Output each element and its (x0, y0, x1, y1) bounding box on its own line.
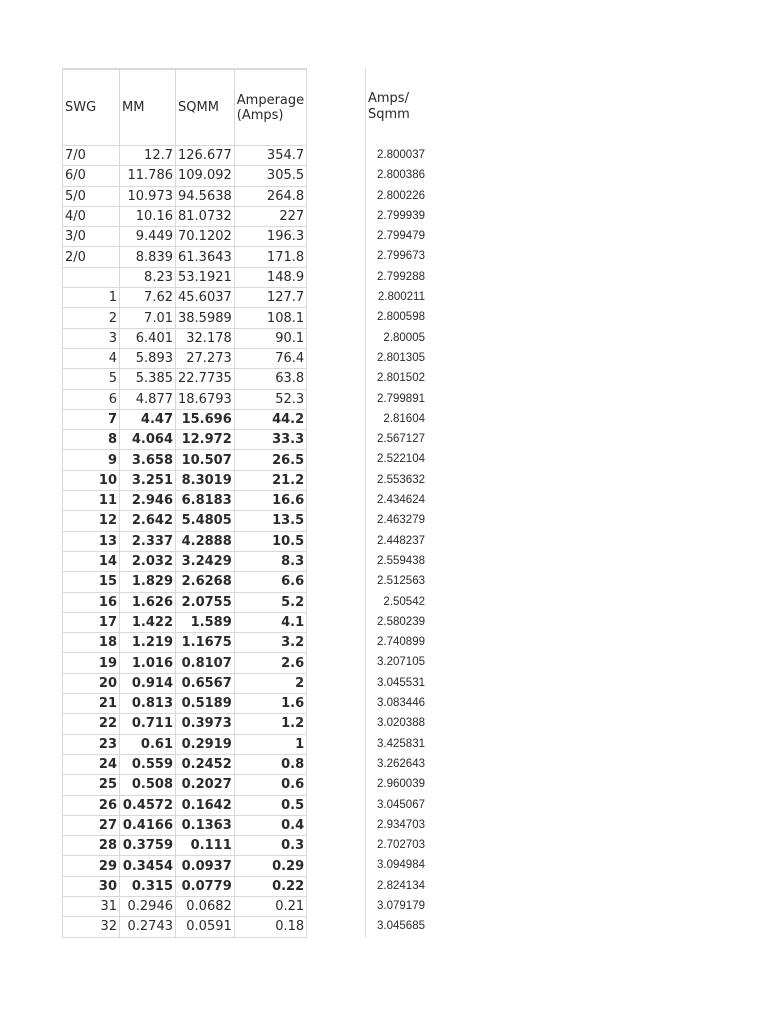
cell-mm[interactable]: 5.893 (120, 348, 176, 368)
cell-mm[interactable]: 7.62 (120, 288, 176, 308)
cell-amps-per-sqmm[interactable]: 2.801305 (377, 351, 425, 364)
cell-amps-per-sqmm[interactable]: 3.020388 (377, 717, 425, 730)
cell-amps-per-sqmm[interactable]: 2.580239 (377, 615, 425, 628)
cell-sqmm[interactable]: 10.507 (176, 450, 235, 470)
table-row (63, 430, 307, 450)
cell-sqmm[interactable]: 0.111 (176, 836, 235, 856)
cell-mm[interactable]: 0.315 (120, 876, 176, 896)
table-row (63, 348, 307, 368)
table-row (63, 166, 307, 186)
cell-sqmm[interactable]: 5.4805 (176, 511, 235, 531)
cell-swg[interactable]: 24 (63, 754, 120, 774)
cell-swg[interactable]: 22 (63, 714, 120, 734)
header-swg[interactable]: SWG (63, 69, 120, 146)
cell-mm[interactable]: 0.3759 (120, 836, 176, 856)
cell-sqmm[interactable]: 45.6037 (176, 288, 235, 308)
header-amps-per-sqmm[interactable]: Amps/ Sqmm (368, 90, 410, 122)
cell-amps-per-sqmm[interactable]: 2.448237 (377, 534, 425, 547)
cell-amps-per-sqmm[interactable]: 2.799288 (377, 270, 425, 283)
cell-swg[interactable]: 20 (63, 673, 120, 693)
table-row (63, 653, 307, 673)
cell-swg[interactable]: 13 (63, 531, 120, 551)
cell-amps-per-sqmm[interactable]: 2.960039 (377, 778, 425, 791)
cell-amps-per-sqmm[interactable]: 3.094984 (377, 859, 425, 872)
cell-mm[interactable]: 0.3454 (120, 856, 176, 876)
cell-mm[interactable]: 8.23 (120, 267, 176, 287)
cell-amps-per-sqmm[interactable]: 2.434624 (377, 494, 425, 507)
cell-amps-per-sqmm[interactable]: 2.801502 (377, 372, 425, 385)
cell-amperage[interactable]: 127.7 (234, 288, 306, 308)
cell-mm[interactable]: 1.829 (120, 572, 176, 592)
cell-amperage[interactable]: 0.3 (234, 836, 306, 856)
cell-amperage[interactable]: 148.9 (234, 267, 306, 287)
cell-amperage[interactable]: 13.5 (234, 511, 306, 531)
cell-swg[interactable]: 8 (63, 430, 120, 450)
cell-mm[interactable]: 1.016 (120, 653, 176, 673)
table-row (63, 308, 307, 328)
cell-sqmm[interactable]: 0.1363 (176, 815, 235, 835)
table-row (63, 328, 307, 348)
cell-amperage[interactable]: 4.1 (234, 612, 306, 632)
cell-amps-per-sqmm[interactable]: 2.799891 (377, 392, 425, 405)
cell-mm[interactable]: 10.973 (120, 186, 176, 206)
cell-amperage[interactable]: 0.8 (234, 754, 306, 774)
cell-swg[interactable]: 32 (63, 917, 120, 937)
table-row (63, 775, 307, 795)
cell-amperage[interactable]: 2.6 (234, 653, 306, 673)
table-row (63, 267, 307, 287)
header-mm[interactable]: MM (120, 69, 176, 146)
cell-swg[interactable]: 26 (63, 795, 120, 815)
cell-amperage[interactable]: 0.21 (234, 896, 306, 916)
table-row (63, 247, 307, 267)
cell-mm[interactable]: 2.032 (120, 551, 176, 571)
cell-amps-per-sqmm[interactable]: 2.80005 (383, 331, 425, 344)
cell-amps-per-sqmm[interactable]: 2.799479 (377, 230, 425, 243)
cell-mm[interactable]: 0.2743 (120, 917, 176, 937)
cell-amperage[interactable]: 2 (234, 673, 306, 693)
table-row (63, 592, 307, 612)
cell-amps-per-sqmm[interactable]: 2.800037 (377, 149, 425, 161)
cell-mm[interactable]: 4.064 (120, 430, 176, 450)
cell-amperage[interactable]: 76.4 (234, 348, 306, 368)
cell-sqmm[interactable]: 27.273 (176, 348, 235, 368)
cell-mm[interactable]: 10.16 (120, 206, 176, 226)
cell-amps-per-sqmm[interactable]: 2.81604 (383, 412, 425, 425)
cell-mm[interactable]: 1.219 (120, 633, 176, 653)
cell-amps-per-sqmm[interactable]: 2.512563 (377, 575, 425, 588)
cell-mm[interactable]: 0.4572 (120, 795, 176, 815)
cell-mm[interactable]: 9.449 (120, 227, 176, 247)
cell-swg[interactable]: 1 (63, 288, 120, 308)
cell-amps-per-sqmm[interactable]: 3.045685 (377, 920, 425, 933)
cell-mm[interactable]: 11.786 (120, 166, 176, 186)
cell-swg[interactable]: 2/0 (63, 247, 120, 267)
cell-mm[interactable]: 0.559 (120, 754, 176, 774)
cell-amps-per-sqmm[interactable]: 2.463279 (377, 514, 425, 527)
cell-sqmm[interactable]: 0.6567 (176, 673, 235, 693)
cell-amperage[interactable]: 1 (234, 734, 306, 754)
cell-amperage[interactable]: 108.1 (234, 308, 306, 328)
cell-amperage[interactable]: 63.8 (234, 369, 306, 389)
cell-mm[interactable]: 3.658 (120, 450, 176, 470)
cell-mm[interactable]: 6.401 (120, 328, 176, 348)
cell-swg[interactable]: 4 (63, 348, 120, 368)
cell-amps-per-sqmm[interactable]: 2.740899 (377, 636, 425, 649)
cell-mm[interactable]: 12.7 (120, 146, 176, 166)
cell-amps-per-sqmm[interactable]: 2.934703 (377, 818, 425, 831)
cell-amps-per-sqmm[interactable]: 2.800226 (377, 189, 425, 202)
cell-amperage[interactable]: 90.1 (234, 328, 306, 348)
header-row (63, 69, 307, 146)
cell-sqmm[interactable]: 1.1675 (176, 633, 235, 653)
cell-sqmm[interactable]: 0.3973 (176, 714, 235, 734)
cell-amps-per-sqmm[interactable]: 2.824134 (377, 879, 425, 892)
table-body (63, 146, 307, 938)
cell-amperage[interactable]: 0.22 (234, 876, 306, 896)
table-row (63, 551, 307, 571)
cell-amps-per-sqmm[interactable]: 2.522104 (377, 453, 425, 466)
cell-amps-per-sqmm[interactable]: 2.567127 (377, 433, 425, 446)
cell-mm[interactable]: 1.626 (120, 592, 176, 612)
cell-amperage[interactable]: 8.3 (234, 551, 306, 571)
cell-sqmm[interactable]: 109.092 (176, 166, 235, 186)
table-row (63, 633, 307, 653)
cell-sqmm[interactable]: 0.0591 (176, 917, 235, 937)
cell-swg[interactable]: 30 (63, 876, 120, 896)
cell-amperage[interactable]: 354.7 (234, 146, 306, 166)
cell-amperage[interactable]: 0.4 (234, 815, 306, 835)
cell-amps-per-sqmm[interactable]: 3.207105 (377, 656, 425, 669)
cell-sqmm[interactable]: 12.972 (176, 430, 235, 450)
cell-amps-per-sqmm[interactable]: 3.262643 (377, 757, 425, 770)
cell-sqmm[interactable]: 0.2027 (176, 775, 235, 795)
cell-mm[interactable]: 0.61 (120, 734, 176, 754)
header-amperage[interactable]: Amperage (Amps) (234, 69, 306, 146)
cell-mm[interactable]: 0.914 (120, 673, 176, 693)
cell-mm[interactable]: 2.337 (120, 531, 176, 551)
cell-swg[interactable]: 27 (63, 815, 120, 835)
cell-amperage[interactable]: 0.29 (234, 856, 306, 876)
cell-swg[interactable]: 23 (63, 734, 120, 754)
cell-amps-per-sqmm[interactable]: 2.800598 (377, 311, 425, 324)
cell-amperage[interactable]: 0.6 (234, 775, 306, 795)
cell-swg[interactable]: 31 (63, 896, 120, 916)
table-row (63, 612, 307, 632)
cell-amperage[interactable]: 171.8 (234, 247, 306, 267)
cell-swg[interactable]: 25 (63, 775, 120, 795)
cell-mm[interactable]: 0.813 (120, 694, 176, 714)
cell-swg[interactable]: 17 (63, 612, 120, 632)
cell-sqmm[interactable]: 32.178 (176, 328, 235, 348)
cell-sqmm[interactable]: 81.0732 (176, 206, 235, 226)
table-row (63, 795, 307, 815)
cell-sqmm[interactable]: 18.6793 (176, 389, 235, 409)
cell-amps-per-sqmm[interactable]: 2.800386 (377, 169, 425, 182)
cell-swg[interactable]: 5 (63, 369, 120, 389)
cell-sqmm[interactable]: 2.0755 (176, 592, 235, 612)
table-row (63, 694, 307, 714)
cell-sqmm[interactable]: 1.589 (176, 612, 235, 632)
table-row (63, 734, 307, 754)
cell-sqmm[interactable]: 3.2429 (176, 551, 235, 571)
cell-sqmm[interactable]: 0.2919 (176, 734, 235, 754)
cell-amps-per-sqmm[interactable]: 2.799939 (377, 209, 425, 222)
cell-amperage[interactable]: 10.5 (234, 531, 306, 551)
cell-amps-per-sqmm[interactable]: 3.079179 (377, 899, 425, 912)
cell-amperage[interactable]: 305.5 (234, 166, 306, 186)
table-row (63, 572, 307, 592)
cell-swg[interactable]: 10 (63, 470, 120, 490)
table-row (63, 470, 307, 490)
cell-amps-per-sqmm[interactable]: 3.045531 (377, 676, 425, 689)
cell-mm[interactable]: 0.508 (120, 775, 176, 795)
cell-sqmm[interactable]: 0.0682 (176, 896, 235, 916)
cell-amperage[interactable]: 264.8 (234, 186, 306, 206)
cell-swg[interactable]: 11 (63, 491, 120, 511)
cell-amperage[interactable]: 21.2 (234, 470, 306, 490)
table-row (63, 369, 307, 389)
cell-swg[interactable] (63, 267, 120, 287)
cell-swg[interactable]: 3 (63, 328, 120, 348)
cell-sqmm[interactable]: 0.0937 (176, 856, 235, 876)
table-row (63, 714, 307, 734)
cell-sqmm[interactable]: 38.5989 (176, 308, 235, 328)
table-row (63, 450, 307, 470)
cell-sqmm[interactable]: 0.2452 (176, 754, 235, 774)
table-row (63, 896, 307, 916)
table-row (63, 531, 307, 551)
cell-amps-per-sqmm[interactable]: 2.553632 (377, 473, 425, 486)
cell-amperage[interactable]: 1.2 (234, 714, 306, 734)
cell-mm[interactable]: 2.642 (120, 511, 176, 531)
cell-swg[interactable]: 12 (63, 511, 120, 531)
cell-mm[interactable]: 0.2946 (120, 896, 176, 916)
cell-amps-per-sqmm[interactable]: 2.800211 (377, 291, 425, 304)
cell-sqmm[interactable]: 6.8183 (176, 491, 235, 511)
cell-swg[interactable]: 28 (63, 836, 120, 856)
cell-amps-per-sqmm[interactable]: 2.702703 (377, 839, 425, 852)
cell-swg[interactable]: 3/0 (63, 227, 120, 247)
cell-mm[interactable]: 8.839 (120, 247, 176, 267)
cell-swg[interactable]: 7/0 (63, 146, 120, 166)
cell-amps-per-sqmm[interactable]: 3.425831 (377, 737, 425, 750)
table-row (63, 917, 307, 937)
cell-swg[interactable]: 7 (63, 409, 120, 429)
cell-amperage[interactable]: 16.6 (234, 491, 306, 511)
cell-swg[interactable]: 29 (63, 856, 120, 876)
cell-mm[interactable]: 2.946 (120, 491, 176, 511)
cell-sqmm[interactable]: 8.3019 (176, 470, 235, 490)
wire-gauge-table (62, 68, 307, 938)
table-row (63, 146, 307, 166)
cell-amperage[interactable]: 44.2 (234, 409, 306, 429)
table-row (63, 409, 307, 429)
table-row (63, 876, 307, 896)
cell-swg[interactable]: 14 (63, 551, 120, 571)
cell-swg[interactable]: 2 (63, 308, 120, 328)
cell-sqmm[interactable]: 0.8107 (176, 653, 235, 673)
cell-amperage[interactable]: 26.5 (234, 450, 306, 470)
amps-per-sqmm-column (365, 68, 428, 937)
cell-amperage[interactable]: 3.2 (234, 633, 306, 653)
table-row (63, 206, 307, 226)
cell-amperage[interactable]: 5.2 (234, 592, 306, 612)
cell-amps-per-sqmm[interactable]: 2.559438 (377, 554, 425, 567)
cell-sqmm[interactable]: 70.1202 (176, 227, 235, 247)
cell-amperage[interactable]: 1.6 (234, 694, 306, 714)
cell-amps-per-sqmm[interactable]: 3.045067 (377, 798, 425, 811)
cell-sqmm[interactable]: 22.7735 (176, 369, 235, 389)
header-sqmm[interactable]: SQMM (176, 69, 235, 146)
cell-sqmm[interactable]: 126.677 (176, 146, 235, 166)
cell-sqmm[interactable]: 0.0779 (176, 876, 235, 896)
cell-swg[interactable]: 4/0 (63, 206, 120, 226)
table-row (63, 227, 307, 247)
table-row (63, 815, 307, 835)
cell-sqmm[interactable]: 0.1642 (176, 795, 235, 815)
table-row (63, 288, 307, 308)
cell-mm[interactable]: 0.711 (120, 714, 176, 734)
cell-swg[interactable]: 6 (63, 389, 120, 409)
cell-swg[interactable]: 16 (63, 592, 120, 612)
cell-amperage[interactable]: 227 (234, 206, 306, 226)
cell-swg[interactable]: 5/0 (63, 186, 120, 206)
cell-mm[interactable]: 4.47 (120, 409, 176, 429)
cell-amperage[interactable]: 33.3 (234, 430, 306, 450)
cell-swg[interactable]: 21 (63, 694, 120, 714)
cell-amps-per-sqmm[interactable]: 2.50542 (383, 595, 425, 608)
cell-sqmm[interactable]: 15.696 (176, 409, 235, 429)
table-row (63, 856, 307, 876)
cell-sqmm[interactable]: 4.2888 (176, 531, 235, 551)
cell-mm[interactable]: 7.01 (120, 308, 176, 328)
table-row (63, 754, 307, 774)
cell-mm[interactable]: 5.385 (120, 369, 176, 389)
cell-sqmm[interactable]: 61.3643 (176, 247, 235, 267)
cell-swg[interactable]: 9 (63, 450, 120, 470)
cell-amperage[interactable]: 52.3 (234, 389, 306, 409)
cell-mm[interactable]: 3.251 (120, 470, 176, 490)
cell-amperage[interactable]: 0.18 (234, 917, 306, 937)
cell-amperage[interactable]: 6.6 (234, 572, 306, 592)
cell-swg[interactable]: 6/0 (63, 166, 120, 186)
cell-amperage[interactable]: 0.5 (234, 795, 306, 815)
table-row (63, 836, 307, 856)
cell-mm[interactable]: 0.4166 (120, 815, 176, 835)
cell-mm[interactable]: 4.877 (120, 389, 176, 409)
cell-sqmm[interactable]: 53.1921 (176, 267, 235, 287)
cell-swg[interactable]: 15 (63, 572, 120, 592)
cell-swg[interactable]: 19 (63, 653, 120, 673)
cell-amps-per-sqmm[interactable]: 2.799673 (377, 250, 425, 263)
cell-sqmm[interactable]: 94.5638 (176, 186, 235, 206)
cell-amperage[interactable]: 196.3 (234, 227, 306, 247)
cell-mm[interactable]: 1.422 (120, 612, 176, 632)
table-row (63, 186, 307, 206)
cell-sqmm[interactable]: 0.5189 (176, 694, 235, 714)
cell-sqmm[interactable]: 2.6268 (176, 572, 235, 592)
cell-amps-per-sqmm[interactable]: 3.083446 (377, 697, 425, 710)
table-row (63, 491, 307, 511)
table-row (63, 389, 307, 409)
table-row (63, 673, 307, 693)
table-row (63, 511, 307, 531)
cell-swg[interactable]: 18 (63, 633, 120, 653)
